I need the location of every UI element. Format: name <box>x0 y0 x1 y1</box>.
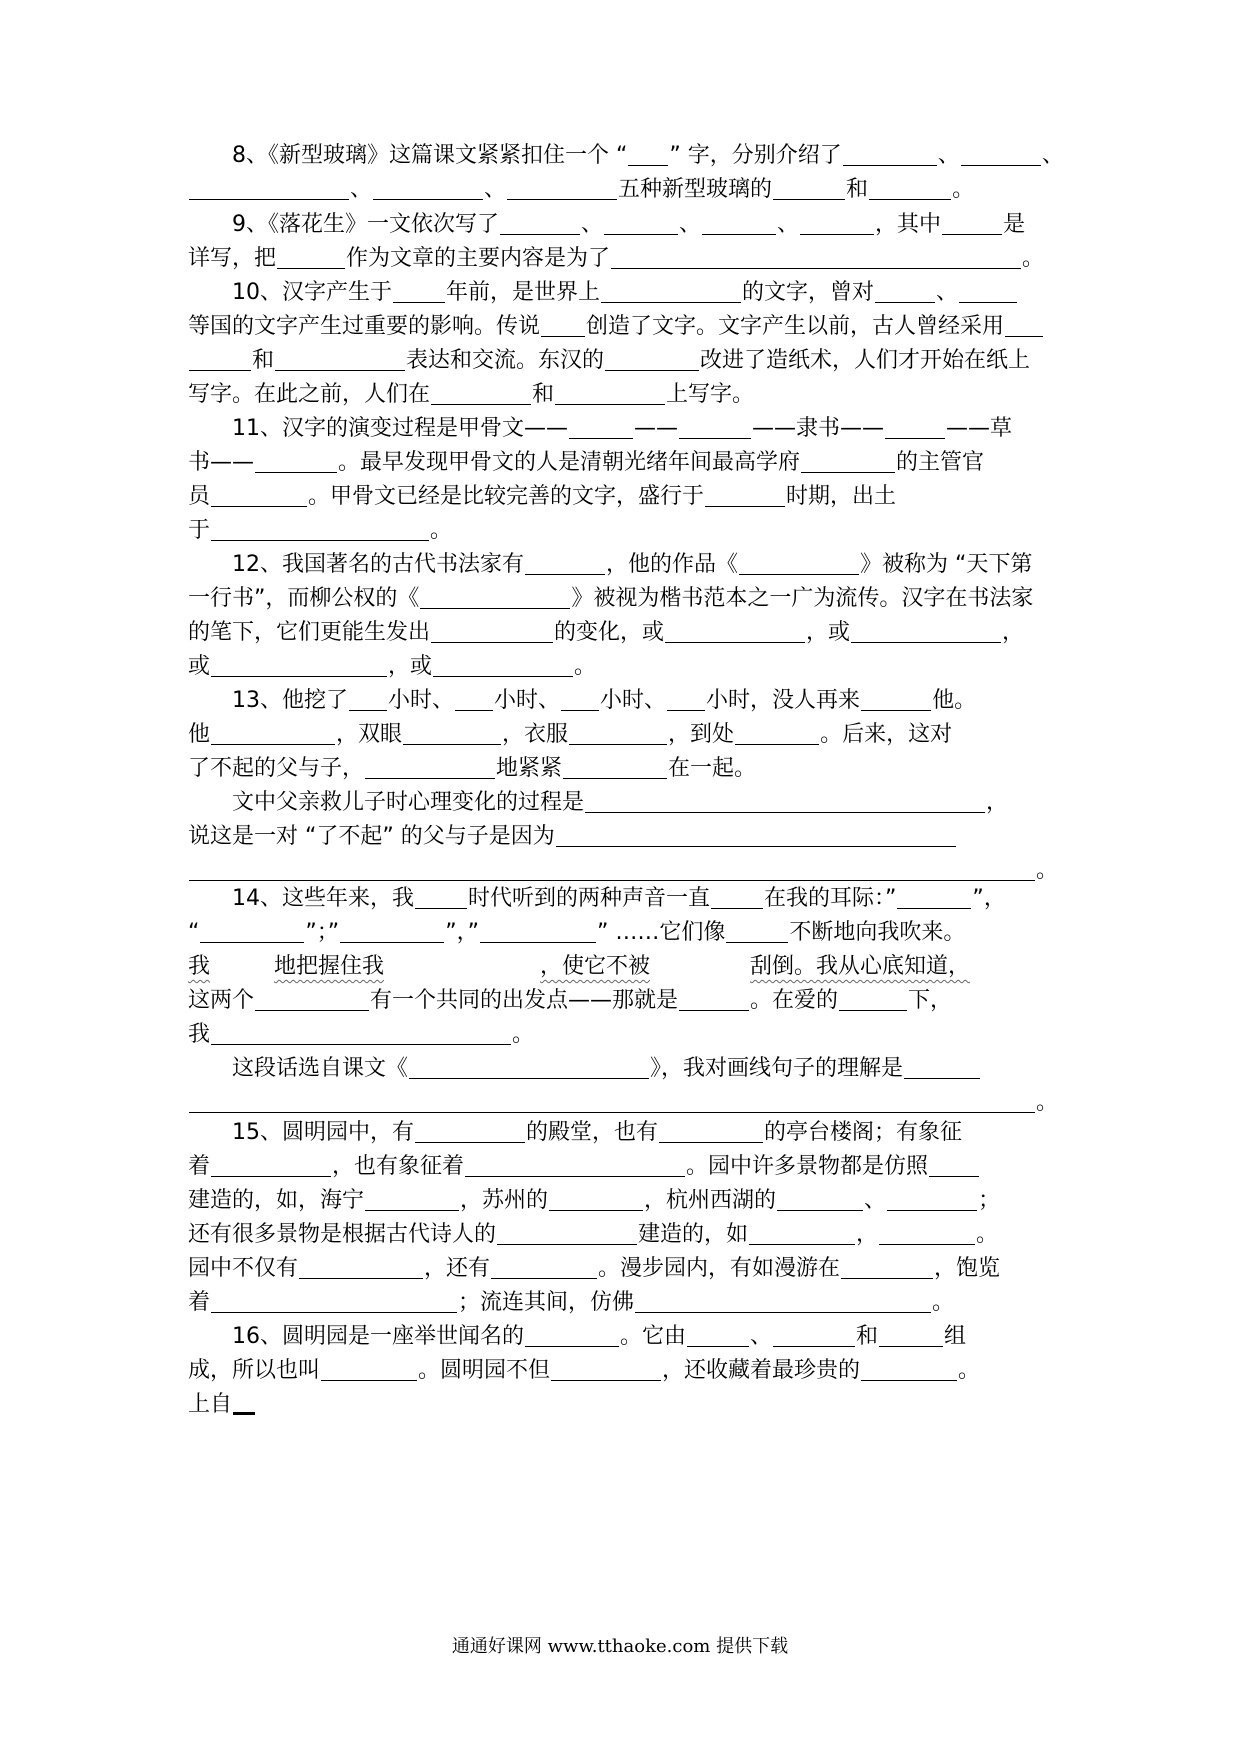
blank[interactable] <box>415 884 467 909</box>
blank[interactable] <box>255 986 369 1011</box>
text-fragment: 。 <box>932 1290 955 1315</box>
q11-line-2 <box>188 444 1060 482</box>
blank[interactable] <box>393 278 445 303</box>
text-fragment: 园中不仅有 <box>188 1256 299 1281</box>
q14-line-6 <box>188 1050 1104 1088</box>
blank[interactable] <box>541 312 585 337</box>
blank[interactable] <box>480 918 596 943</box>
text-fragment: 在一起。 <box>668 756 757 781</box>
text-fragment: —— <box>634 416 678 441</box>
text-fragment: 。圆明园不但 <box>418 1358 551 1383</box>
footer-credit: 通通好课网 www.tthaoke.com 提供下载 <box>451 1636 789 1657</box>
text-fragment: 。在爱的 <box>750 988 839 1013</box>
blank[interactable] <box>604 210 678 235</box>
text-fragment: 成，所以也叫 <box>188 1358 321 1383</box>
text-fragment: 创造了文字。文字产生以前，古人曾经采用 <box>586 314 1005 339</box>
blank[interactable] <box>739 550 859 575</box>
blank[interactable] <box>497 1220 637 1245</box>
text-fragment: ，也有象征着 <box>332 1154 465 1179</box>
blank[interactable] <box>861 1356 957 1381</box>
blank[interactable] <box>349 686 387 711</box>
q14-line-1 <box>188 880 1104 918</box>
text-fragment: 小时、 <box>600 688 667 713</box>
text-fragment: 》被视为楷书范本之一广为流传。汉字在书法家 <box>571 586 1034 611</box>
text-fragment: 是 <box>1003 212 1026 237</box>
text-fragment: ，他的作品《 <box>606 552 739 577</box>
q15-line-4 <box>188 1216 1060 1254</box>
q15-line-1 <box>188 1114 1104 1152</box>
q15-line-6 <box>188 1284 1060 1322</box>
blank[interactable] <box>561 686 599 711</box>
text-fragment: 。最早发现甲骨文的人是清朝光绪年间最高学府 <box>338 450 801 475</box>
text-fragment: 。后来，这对 <box>820 722 953 747</box>
blank[interactable] <box>869 175 951 200</box>
text-fragment: 和 <box>532 382 555 407</box>
text-fragment: 小时，没人再来 <box>706 688 861 713</box>
text-fragment: 还有很多景物是根据古代诗人的 <box>188 1222 497 1247</box>
text-fragment: 时代听到的两种声音一直 <box>468 886 711 911</box>
text-fragment: 上自 <box>188 1392 233 1417</box>
blank[interactable] <box>200 918 304 943</box>
text-fragment: 了不起的父与子， <box>188 756 365 781</box>
q10-line-1 <box>188 274 1104 312</box>
text-fragment: 这两个 <box>188 988 255 1013</box>
q13-line-4 <box>188 784 1104 822</box>
blank[interactable] <box>455 686 493 711</box>
text-fragment: ”；” <box>305 920 340 945</box>
text-fragment: ，苏州的 <box>460 1188 549 1213</box>
text-fragment: 说这是一对 “了不起” 的父与子是因为 <box>188 824 555 849</box>
blank[interactable] <box>735 720 819 745</box>
text-fragment: 。 <box>430 518 453 543</box>
blank[interactable] <box>211 1288 457 1313</box>
blank[interactable] <box>211 1020 511 1045</box>
text-fragment: ，双眼 <box>336 722 403 747</box>
blank[interactable] <box>211 720 335 745</box>
blank[interactable] <box>879 1220 975 1245</box>
blank[interactable] <box>702 210 776 235</box>
q16-line-3 <box>188 1386 1060 1424</box>
blank[interactable] <box>275 346 405 371</box>
blank[interactable] <box>885 414 945 439</box>
text-fragment: 地紧紧 <box>496 756 563 781</box>
text-fragment: 着 <box>188 1154 211 1179</box>
blank[interactable] <box>839 986 907 1011</box>
blank[interactable] <box>773 175 845 200</box>
text-fragment: 、 <box>581 212 604 237</box>
blank[interactable] <box>211 1152 331 1177</box>
text-fragment: 。漫步园内，有如漫游在 <box>598 1256 841 1281</box>
blank[interactable] <box>549 1186 643 1211</box>
text-fragment: ，杭州西湖的 <box>644 1188 777 1213</box>
blank[interactable] <box>365 1186 459 1211</box>
text-fragment: 10、汉字产生于 <box>232 280 392 305</box>
q15-line-2 <box>188 1148 1060 1186</box>
blank[interactable] <box>299 1254 423 1279</box>
text-fragment: 和 <box>252 348 275 373</box>
blank[interactable] <box>711 884 763 909</box>
blank[interactable] <box>431 618 553 643</box>
blank[interactable] <box>420 584 570 609</box>
blank[interactable] <box>628 141 668 166</box>
text-fragment: ， <box>856 1222 879 1247</box>
text-fragment: 的文字，曾对 <box>742 280 875 305</box>
blank[interactable] <box>365 754 495 779</box>
q14-line-4 <box>188 982 1060 1020</box>
blank[interactable] <box>373 175 483 200</box>
text-fragment: 这段话选自课文《 <box>232 1056 409 1081</box>
text-fragment: 员 <box>188 484 211 509</box>
text-fragment: ，或 <box>388 654 433 679</box>
text-fragment: 着 <box>188 1290 211 1315</box>
text-fragment: 》被称为 “天下第 <box>860 552 1033 577</box>
text-fragment: 8、《新型玻璃》这篇课文紧紧扣住一个 “ <box>232 143 628 168</box>
text-fragment: 有一个共同的出发点——那就是 <box>370 988 679 1013</box>
blank[interactable] <box>189 856 1035 881</box>
text-fragment: ，饱览 <box>934 1256 1001 1281</box>
q15-line-5 <box>188 1250 1060 1288</box>
text-fragment: 我 <box>188 954 211 979</box>
blank[interactable] <box>879 1322 943 1347</box>
blank[interactable] <box>255 448 337 473</box>
text-fragment: 16、圆明园是一座举世闻名的 <box>232 1324 524 1349</box>
blank[interactable] <box>851 618 1001 643</box>
text-fragment: 、 <box>679 212 702 237</box>
text-fragment: 、 <box>484 177 507 202</box>
blank[interactable] <box>726 918 788 943</box>
text-fragment: 地把握住我 <box>274 954 385 979</box>
blank[interactable] <box>563 754 667 779</box>
blank[interactable] <box>635 1288 931 1313</box>
blank[interactable] <box>233 1388 255 1415</box>
text-fragment: 下， <box>908 988 953 1013</box>
q15-line-3 <box>188 1182 1060 1220</box>
text-fragment: 时期，出土 <box>786 484 897 509</box>
q12-line-2 <box>188 580 1060 618</box>
text-fragment: 。园中许多景物都是仿照 <box>686 1154 929 1179</box>
text-fragment: 。 <box>976 1222 999 1247</box>
text-fragment: 和 <box>846 177 869 202</box>
text-fragment: 。 <box>574 654 597 679</box>
blank[interactable] <box>659 1118 763 1143</box>
text-fragment: 、 <box>350 177 373 202</box>
blank[interactable] <box>525 550 605 575</box>
blank[interactable] <box>904 1054 980 1079</box>
blank[interactable] <box>569 414 633 439</box>
text-fragment: 的亭台楼阁；有象征 <box>764 1120 963 1145</box>
text-fragment: ，使它不被 <box>540 954 651 979</box>
text-fragment: ”，” <box>445 920 479 945</box>
blank[interactable] <box>415 1118 525 1143</box>
text-fragment: ；流连其间，仿佛 <box>458 1290 635 1315</box>
q8-line-2 <box>188 171 1060 209</box>
text-fragment: 13、他挖了 <box>232 688 348 713</box>
text-fragment: 上写字。 <box>666 382 755 407</box>
text-fragment: ” 字，分别介绍了 <box>669 143 842 168</box>
text-fragment: 年前，是世界上 <box>446 280 601 305</box>
blank[interactable] <box>277 244 345 269</box>
text-fragment: 建造的，如，海宁 <box>188 1188 365 1213</box>
text-fragment: 9、《落花生》一文依次写了 <box>232 212 499 237</box>
blank[interactable] <box>211 516 429 541</box>
text-fragment: 他。 <box>932 688 977 713</box>
text-fragment: 的主管官 <box>896 450 985 475</box>
text-fragment: 的变化，或 <box>554 620 665 645</box>
text-fragment: 写字。在此之前，人们在 <box>188 382 431 407</box>
text-fragment: 他 <box>188 722 211 747</box>
blank[interactable] <box>843 141 937 166</box>
text-fragment: 。 <box>1022 246 1045 271</box>
text-fragment: 》，我对画线句子的理解是 <box>650 1056 904 1081</box>
text-fragment: 。甲骨文已经是比较完善的文字，盛行于 <box>308 484 705 509</box>
text-fragment: ——草 <box>946 416 1013 441</box>
blank[interactable] <box>605 346 699 371</box>
blank[interactable] <box>601 278 741 303</box>
blank[interactable] <box>861 686 931 711</box>
text-fragment: 五种新型玻璃的 <box>618 177 773 202</box>
q16-line-2 <box>188 1352 1060 1390</box>
blank[interactable] <box>433 652 573 677</box>
text-fragment: 建造的，如 <box>638 1222 749 1247</box>
blank[interactable] <box>961 141 1041 166</box>
text-fragment: 、 <box>936 280 959 305</box>
text-fragment: 、 <box>864 1188 887 1213</box>
blank[interactable] <box>525 1322 619 1347</box>
blank[interactable] <box>705 482 785 507</box>
blank[interactable] <box>211 652 387 677</box>
blank[interactable] <box>841 1254 933 1279</box>
text-fragment: 表达和交流。东汉的 <box>406 348 605 373</box>
blank[interactable] <box>687 1322 749 1347</box>
q9-line-1 <box>188 206 1104 244</box>
q11-line-4 <box>188 512 1060 550</box>
blank[interactable] <box>929 1152 979 1177</box>
blank[interactable] <box>491 1254 597 1279</box>
text-fragment: ——隶书—— <box>752 416 885 441</box>
q10-line-2 <box>188 308 1060 346</box>
blank[interactable] <box>403 720 501 745</box>
text-fragment: 、 <box>1041 143 1064 168</box>
text-fragment: ， <box>1002 620 1025 645</box>
text-fragment: 刮倒。我从心底知道， <box>750 954 971 979</box>
text-fragment: ”， <box>972 886 1006 911</box>
text-fragment: ，或 <box>806 620 851 645</box>
text-fragment: ； <box>978 1188 1001 1213</box>
blank[interactable] <box>211 482 307 507</box>
q11-line-1 <box>188 410 1104 448</box>
text-fragment: 15、圆明园中，有 <box>232 1120 414 1145</box>
q14-line-3 <box>188 948 1060 986</box>
text-fragment: 不断地向我吹来。 <box>789 920 966 945</box>
blank[interactable] <box>189 346 251 371</box>
q13-line-2 <box>188 716 1060 754</box>
text-fragment: 组 <box>944 1324 967 1349</box>
text-fragment: 14、这些年来，我 <box>232 886 414 911</box>
blank[interactable] <box>555 380 665 405</box>
blank[interactable] <box>340 918 444 943</box>
text-fragment: ，衣服 <box>502 722 569 747</box>
text-fragment: ，其中 <box>875 212 942 237</box>
blank[interactable] <box>189 175 349 200</box>
q10-line-3 <box>188 342 1060 380</box>
text-fragment: ，还有 <box>424 1256 491 1281</box>
blank[interactable] <box>665 618 805 643</box>
text-fragment: 书—— <box>188 450 255 475</box>
blank[interactable] <box>189 1088 1035 1113</box>
blank[interactable] <box>749 1220 855 1245</box>
text-fragment: 。 <box>1036 858 1059 883</box>
q8-line-1 <box>188 137 1104 175</box>
text-fragment: 和 <box>856 1324 879 1349</box>
q12-line-3 <box>188 614 1060 652</box>
text-fragment: 11、汉字的演变过程是甲骨文—— <box>232 416 568 441</box>
q14-line-5 <box>188 1016 1060 1054</box>
text-fragment: 的殿堂，也有 <box>526 1120 659 1145</box>
blank[interactable] <box>942 210 1002 235</box>
blank[interactable] <box>679 986 749 1011</box>
blank[interactable] <box>551 1356 661 1381</box>
text-fragment: ” ……它们像 <box>597 920 726 945</box>
text-fragment: 的笔下，它们更能生发出 <box>188 620 431 645</box>
blank[interactable] <box>556 822 956 847</box>
blank[interactable] <box>777 1186 863 1211</box>
text-fragment: ，到处 <box>668 722 735 747</box>
blank[interactable] <box>321 1356 417 1381</box>
blank[interactable] <box>585 788 985 813</box>
q13-line-3 <box>188 750 1060 788</box>
text-fragment: 详写，把 <box>188 246 277 271</box>
text-fragment: ， <box>986 790 1009 815</box>
text-fragment: 、 <box>777 212 800 237</box>
blank[interactable] <box>569 720 667 745</box>
text-fragment: 小时、 <box>494 688 561 713</box>
blank[interactable] <box>800 210 874 235</box>
text-fragment: “ <box>188 920 200 945</box>
blank[interactable] <box>897 884 971 909</box>
blank[interactable] <box>409 1054 649 1079</box>
text-fragment: 小时、 <box>388 688 455 713</box>
text-fragment: 一行书”，而柳公权的《 <box>188 586 420 611</box>
q16-line-1 <box>188 1318 1104 1356</box>
q11-line-3 <box>188 478 1060 516</box>
text-fragment: 于 <box>188 518 211 543</box>
blank[interactable] <box>959 278 1017 303</box>
text-fragment: 、 <box>750 1324 773 1349</box>
blank[interactable] <box>611 244 1021 269</box>
blank[interactable] <box>431 380 531 405</box>
text-fragment: 作为文章的主要内容是为了 <box>346 246 611 271</box>
blank[interactable] <box>773 1322 855 1347</box>
blank[interactable] <box>507 175 617 200</box>
q13-line-1 <box>188 682 1104 720</box>
text-fragment: 我 <box>188 1022 211 1047</box>
text-fragment: 文中父亲救儿子时心理变化的过程是 <box>232 790 585 815</box>
text-fragment: 改进了造纸术，人们才开始在纸上 <box>700 348 1031 373</box>
q14-line-2 <box>188 914 1060 952</box>
text-fragment: 在我的耳际：” <box>764 886 897 911</box>
blank[interactable] <box>667 686 705 711</box>
text-fragment: 、 <box>937 143 960 168</box>
q13-line-5 <box>188 818 1060 856</box>
text-fragment: 。 <box>958 1358 981 1383</box>
q12-line-1 <box>188 546 1104 584</box>
text-fragment: 。 <box>1036 1090 1059 1115</box>
q12-line-4 <box>188 648 1060 686</box>
text-fragment: 12、我国著名的古代书法家有 <box>232 552 524 577</box>
blank[interactable] <box>1005 312 1043 337</box>
q9-line-2 <box>188 240 1060 278</box>
text-fragment: 。 <box>952 177 975 202</box>
blank[interactable] <box>801 448 895 473</box>
blank[interactable] <box>875 278 935 303</box>
text-fragment: 或 <box>188 654 211 679</box>
blank[interactable] <box>887 1186 977 1211</box>
q10-line-4 <box>188 376 1060 414</box>
blank[interactable] <box>500 210 580 235</box>
text-fragment: ，还收藏着最珍贵的 <box>662 1358 861 1383</box>
text-fragment: 。 <box>512 1022 535 1047</box>
blank[interactable] <box>465 1152 685 1177</box>
blank[interactable] <box>679 414 751 439</box>
text-fragment: 。它由 <box>620 1324 687 1349</box>
text-fragment: 等国的文字产生过重要的影响。传说 <box>188 314 541 339</box>
